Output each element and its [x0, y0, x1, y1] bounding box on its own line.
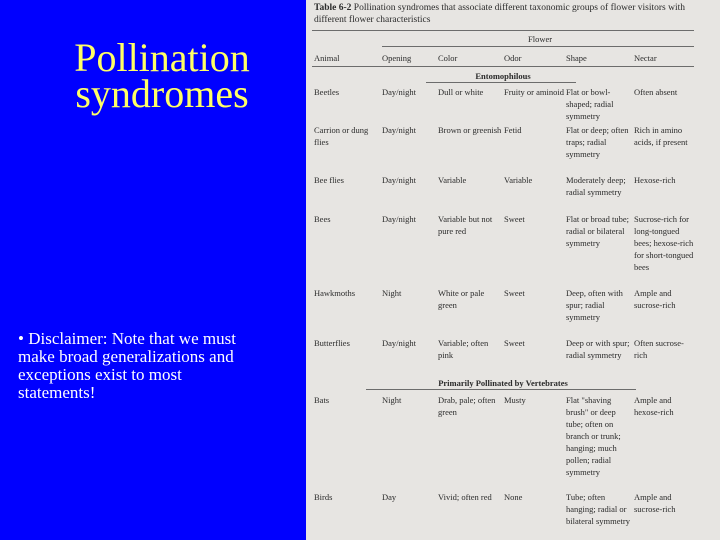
table-cell-odor: Sweet — [504, 214, 525, 224]
table-cell-odor: Variable — [504, 175, 533, 185]
table-cell-color: Drab, pale; often green — [438, 395, 496, 417]
header-nectar: Nectar — [634, 53, 657, 63]
table-cell-animal: Bats — [314, 395, 330, 405]
table-cell-shape: Deep or with spur; radial symmetry — [566, 338, 630, 360]
table-cell-animal: Carrion or dung flies — [314, 125, 369, 147]
table-cell-color: Variable; often pink — [438, 338, 489, 360]
table-cell-shape: Tube; often hanging; radial or bilateral symmetry — [566, 492, 630, 526]
table-cell-opening: Day/night — [382, 87, 416, 97]
table-cell-opening: Day/night — [382, 125, 416, 135]
table-cell-odor: Sweet — [504, 288, 525, 298]
table-cell-color: White or pale green — [438, 288, 485, 310]
table-cell-animal: Bee flies — [314, 175, 344, 185]
table-cell-shape: Moderately deep; radial symmetry — [566, 175, 626, 197]
table-cell-shape: Flat or deep; often traps; radial symmetry — [566, 125, 629, 159]
pollination-table — [306, 0, 720, 540]
table-cell-nectar: Ample and sucrose-rich — [634, 492, 676, 514]
table-cell-odor: Musty — [504, 395, 526, 405]
table-cell-color: Dull or white — [438, 87, 484, 97]
table-label: Table 6-2 — [314, 3, 352, 13]
table-cell-color: Variable — [438, 175, 467, 185]
title-line-2: syndromes — [75, 71, 249, 116]
section-entomophilous-rule — [426, 82, 576, 83]
section-entomophilous: Entomophilous — [475, 71, 531, 81]
section-vertebrates-rule — [366, 389, 636, 390]
table-cell-odor: None — [504, 492, 523, 502]
table-cell-color: Brown or greenish — [438, 125, 502, 135]
flower-group-header: Flower — [528, 34, 553, 44]
header-odor: Odor — [504, 53, 522, 63]
table-top-rule — [312, 30, 694, 31]
table-cell-nectar: Sucrose-rich for long-tongued bees; hexose-rich for short-tongued bees — [634, 214, 694, 272]
flower-group-rule — [382, 46, 694, 47]
table-cell-shape: Flat or bowl-shaped; radial symmetry — [566, 87, 614, 121]
table-caption — [314, 2, 714, 26]
table-cell-opening: Night — [382, 288, 402, 298]
table-caption-text: Pollination syndromes that associate different taxonomic groups of flower visitors with different flower characteristics — [314, 3, 685, 25]
header-opening: Opening — [382, 53, 412, 63]
header-rule — [312, 66, 694, 67]
header-color: Color — [438, 53, 458, 63]
title-line-1: Pollination — [74, 35, 250, 80]
section-vertebrates: Primarily Pollinated by Vertebrates — [438, 378, 568, 388]
table-cell-animal: Beetles — [314, 87, 340, 97]
table-cell-shape: Flat "shaving brush" or deep tube; often on branch or trunk; hanging; much pollen; radial symmetry — [566, 395, 621, 477]
table-cell-shape: Deep, often with spur; radial symmetry — [566, 288, 623, 322]
table-cell-opening: Day/night — [382, 175, 416, 185]
header-animal: Animal — [314, 53, 340, 63]
table-cell-opening: Day/night — [382, 214, 416, 224]
header-shape: Shape — [566, 53, 587, 63]
table-cell-nectar: Often absent — [634, 87, 678, 97]
disclaimer-text: • Disclaimer: Note that we must make broad generalizations and exceptions exist to most statements! — [18, 329, 236, 402]
table-cell-color: Vivid; often red — [438, 492, 492, 502]
table-cell-nectar: Often sucrose-rich — [634, 338, 684, 360]
table-cell-opening: Day/night — [382, 338, 416, 348]
table-cell-odor: Sweet — [504, 338, 525, 348]
slide-title — [22, 35, 302, 116]
table-cell-opening: Night — [382, 395, 402, 405]
table-cell-animal: Hawkmoths — [314, 288, 356, 298]
table-cell-shape: Flat or broad tube; radial or bilateral symmetry — [566, 214, 630, 248]
table-cell-odor: Fruity or aminoid — [504, 87, 564, 97]
table-cell-odor: Fetid — [504, 125, 522, 135]
table-cell-nectar: Ample and sucrose-rich — [634, 288, 676, 310]
table-cell-nectar: Rich in amino acids, if present — [634, 125, 688, 147]
table-cell-nectar: Ample and hexose-rich — [634, 395, 674, 417]
table-cell-color: Variable but not pure red — [438, 214, 493, 236]
table-cell-opening: Day — [382, 492, 397, 502]
table-cell-animal: Birds — [314, 492, 333, 502]
table-cell-nectar: Hexose-rich — [634, 175, 676, 185]
table-cell-animal: Butterflies — [314, 338, 350, 348]
table-cell-animal: Bees — [314, 214, 331, 224]
